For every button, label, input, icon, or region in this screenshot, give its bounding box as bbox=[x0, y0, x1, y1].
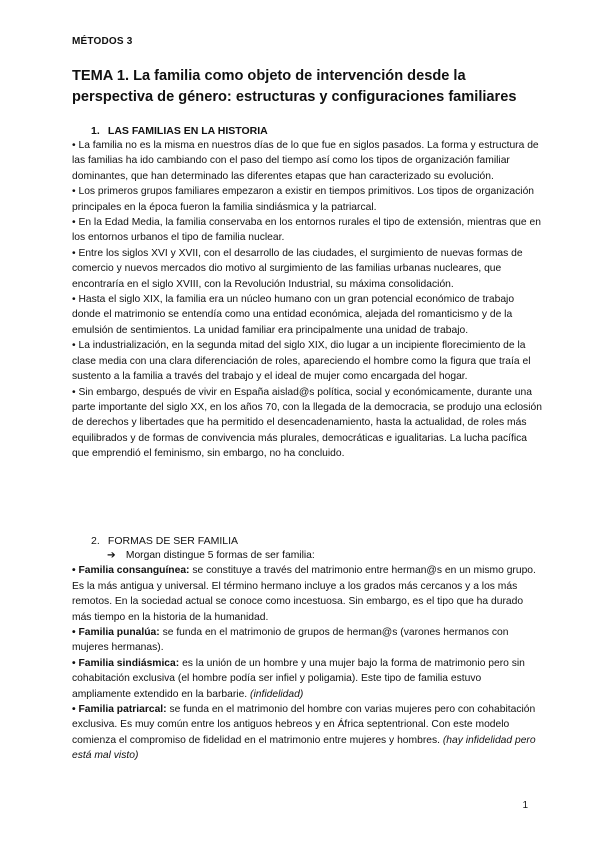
arrow-icon: ➔ bbox=[107, 550, 116, 561]
section-family-forms bbox=[72, 534, 542, 764]
term: Familia consanguínea: bbox=[78, 565, 190, 577]
section-title: FORMAS DE SER FAMILIA bbox=[107, 535, 239, 547]
page-title: TEMA 1. La familia como objeto de intervención desde la perspectiva de género: estructuras y configuraciones familiares bbox=[72, 68, 517, 105]
list-item bbox=[72, 702, 542, 764]
definition: se constituye a través del matrimonio entre herman@s en un mismo grupo. Es la más antigua y universal. El término hermano incluye a los grados más cercanos y a los más remotos. En la sociedad actual se conoce como incestuosa. Sin embargo, es el tipo que ha durado más tiempo en la historia de la humanidad. bbox=[72, 565, 536, 623]
note: (hay infidelidad pero está mal visto) bbox=[72, 734, 536, 762]
section-heading bbox=[91, 124, 542, 138]
list-item bbox=[72, 625, 542, 656]
bullet: • bbox=[72, 627, 79, 639]
paragraph: • Sin embargo, después de vivir en España aislad@s política, social y económicamente, durante una parte importante del siglo XX, en los años 70, con la llegada de la democracia, se produjo una eclosión de derechos y libertades que ha permitido el desencadenamiento, hasta la actualidad, de roles más equilibrados y de formas de convivencia más plurales, democráticas e igualitarias. La lucha pacífica que emprendió el feminismo, sin embargo, no ha concluido. bbox=[72, 386, 542, 460]
paragraph: • La industrialización, en la segunda mitad del siglo XIX, dio lugar a un incipiente florecimiento de la clase media con una clara diferenciación de roles, apareciendo el hombre como la figura que traía el sustento a la familia a través del trabajo y el ideal de mujer como encargada del hogar. bbox=[72, 340, 531, 383]
section-number: 2. bbox=[91, 535, 100, 547]
paragraph: • Hasta el siglo XIX, la familia era un núcleo humano con un gran potencial económico de trabajo donde el matrimonio se entendía como una entidad económica, alejada del romanticismo y de la emulsión de sentimientos. La unidad familiar era principalmente una unidad de trabajo. bbox=[72, 294, 515, 336]
bullet: • bbox=[72, 657, 79, 669]
definition: se funda en el matrimonio del hombre con varias mujeres pero con cohabitación exclusiva. Es muy común entre los antiguos hebreos y en África septentrional. Con este modelo comienza el compromiso de fidelidad en el matrimonio entre mujeres y hombres. bbox=[72, 704, 536, 746]
list-item bbox=[72, 563, 542, 625]
section-number: 1. bbox=[91, 125, 100, 137]
term: Familia patriarcal: bbox=[78, 704, 167, 716]
section-heading bbox=[91, 534, 542, 548]
paragraph: • La familia no es la misma en nuestros días de lo que fue en siglos pasados. La forma y estructura de las familias ha ido cambiando con el paso del tiempo así como los tipos de organización familiar dominantes, que han determinado las diferentes etapas que han caracterizado su evolución. bbox=[72, 140, 539, 182]
section-history bbox=[72, 124, 542, 462]
intro-line bbox=[107, 548, 542, 563]
bullet: • bbox=[72, 704, 79, 716]
section-title: LAS FAMILIAS EN LA HISTORIA bbox=[107, 125, 268, 137]
note: (infidelidad) bbox=[250, 688, 304, 700]
document-header: MÉTODOS 3 bbox=[72, 36, 133, 47]
definition: se funda en el matrimonio de grupos de herman@s (varones hermanos con mujeres hermanas). bbox=[72, 627, 509, 654]
intro-text: Morgan distingue 5 formas de ser familia: bbox=[125, 550, 315, 561]
page-number: 1 bbox=[522, 800, 528, 811]
paragraph: • En la Edad Media, la familia conservaba en los entornos rurales el tipo de extensión, mientras que en los entornos urbanos el tipo de familia nuclear. bbox=[72, 217, 541, 244]
term: Familia sindiásmica: bbox=[78, 657, 180, 669]
bullet: • bbox=[72, 565, 79, 577]
paragraph: • Entre los siglos XVI y XVII, con el desarrollo de las ciudades, el surgimiento de nuevas formas de comercio y nuevos mercados dio motivo al surgimiento de las familias urbanas nucleares, que encontraría en el siglo XVIII, con la Revolución Industrial, su máxima consolidación. bbox=[72, 247, 523, 290]
list-item bbox=[72, 656, 542, 702]
term: Familia punalúa: bbox=[78, 627, 160, 639]
paragraph: • Los primeros grupos familiares empezaron a existir en tiempos primitivos. Los tipos de organización principales en la época fueron la familia sindiásmica y la patriarcal. bbox=[72, 186, 535, 213]
definition: es la unión de un hombre y una mujer bajo la forma de matrimonio pero sin cohabitación exclusiva (el hombre podía ser infiel y poligamia). Este tipo de familia estuvo ampliamente extendido en la barbarie. bbox=[72, 657, 525, 700]
